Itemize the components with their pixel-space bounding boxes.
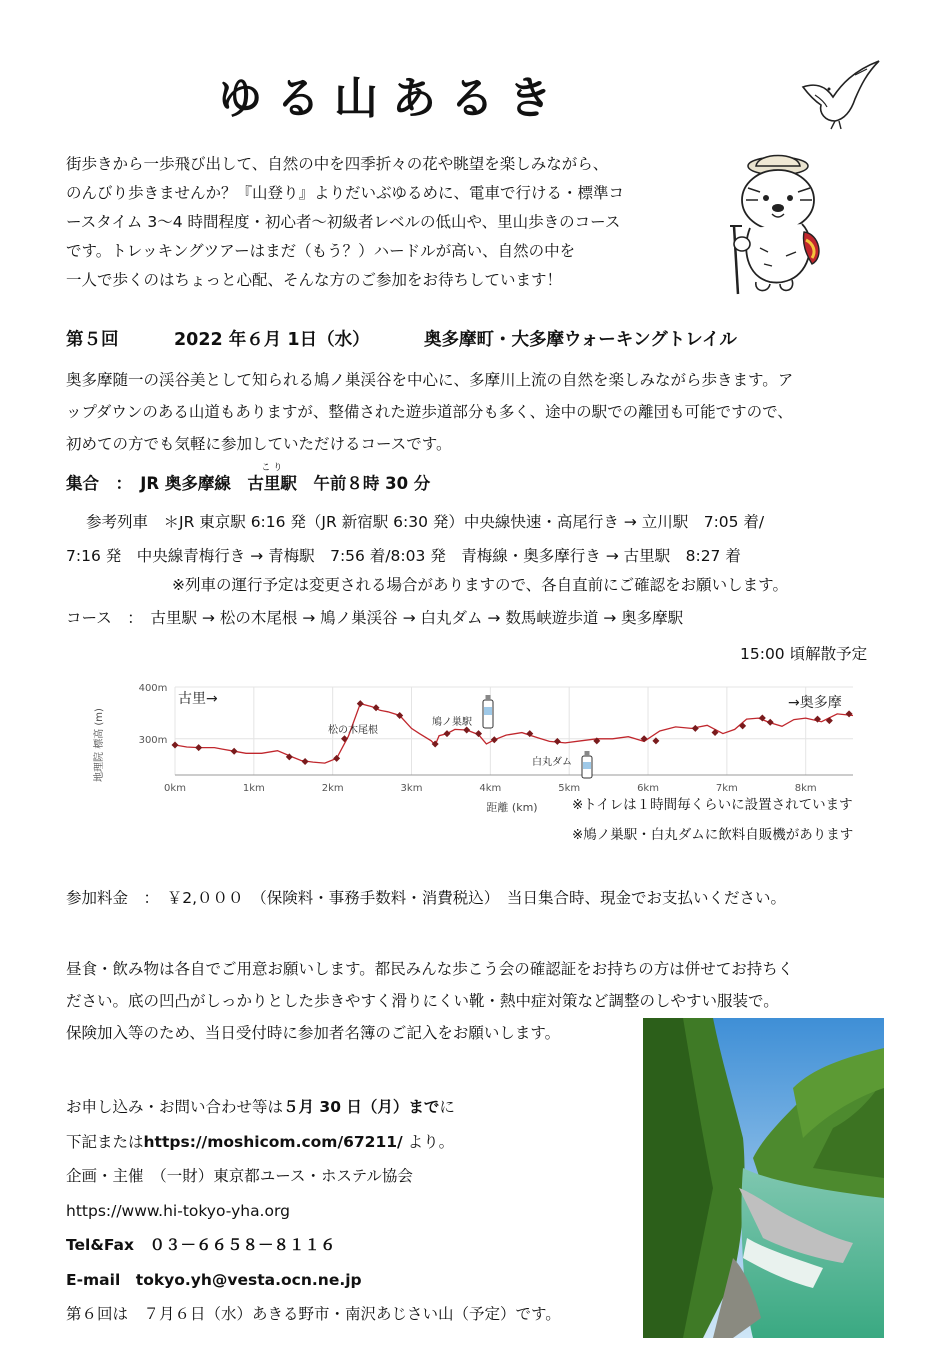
meeting-station: 古里駅 [247, 474, 297, 493]
waypoint-marker [846, 710, 853, 717]
description-line: 初めての方でも気軽に参加していただけるコースです。 [66, 435, 452, 453]
description-line: 奥多摩随一の渓谷美として知られる鳩ノ巣渓谷を中心に、多摩川上流の自然を楽しみながら歩きます。ア [66, 371, 794, 389]
next-event: 第６回は ７月６日（水）あきる野市・南沢あじさい山（予定）です。 [66, 1305, 561, 1323]
waypoint-marker [739, 722, 746, 729]
meeting-info [66, 463, 431, 494]
event-number: 第５回 [66, 330, 119, 350]
waypoint-marker [692, 725, 699, 732]
intro-line: 一人で歩くのはちょっと心配、そんな方のご参加をお待ちしています！ [66, 271, 563, 289]
hatonosu-annotation: 鳩ノ巣駅 [432, 717, 472, 728]
x-tick-label: 0km [164, 783, 186, 794]
page-title: ゆる山あるき [218, 73, 566, 124]
apply-prefix: お申し込み・お問い合わせ等は [66, 1098, 284, 1116]
waypoint-marker [195, 744, 202, 751]
notes-line: ださい。底の凹凸がしっかりとした歩きやすく滑りにくい靴・熱中症対策など調整のしやすい服装で。 [66, 992, 779, 1010]
url-prefix: 下記または [66, 1132, 144, 1151]
chart-grid [175, 687, 853, 775]
water-bottle-icon [582, 751, 592, 778]
x-tick-label: 7km [715, 783, 738, 794]
apply-suffix: に [439, 1098, 455, 1116]
notes-line: 昼食・飲み物は各自でご用意お願いします。都民みんな歩こう会の確認証をお持ちの方は併せてお持ちく [66, 960, 794, 978]
course-route: コース ： 古里駅 → 松の木尾根 → 鳩ノ巣渓谷 → 白丸ダム → 数馬峡遊歩道 → 奥多摩駅 [66, 609, 684, 627]
email-label: E-mail [66, 1270, 121, 1289]
elevation-line [175, 704, 853, 764]
x-tick-label: 2km [321, 783, 344, 794]
train-note: ※列車の運行予定は変更される場合がありますので、各自直前にご確認をお願いします。 [172, 576, 788, 594]
waypoint-marker [491, 736, 498, 743]
x-tick-label: 6km [637, 783, 659, 794]
water-bottle-icon [483, 695, 493, 728]
train-info [66, 505, 765, 573]
waypoint-marker [302, 758, 309, 765]
waypoint-marker [172, 741, 179, 748]
intro-line: ースタイム 3〜4 時間程度・初心者〜初級者レベルの低山や、里山歩きのコース [66, 213, 621, 231]
elevation-chart [80, 675, 890, 845]
bird-icon [795, 55, 885, 135]
intro-line: です。トレッキングツアーはまだ（もう？）ハードルが高い、自然の中を [66, 242, 576, 260]
waypoint-marker [357, 700, 364, 707]
y-axis-label: 地理院 標高 (m) [94, 708, 105, 782]
waypoint-marker [333, 755, 340, 762]
train-line: 7:16 発 中央線青梅行き → 青梅駅 7:56 着/8:03 発 青梅線・奥多摩行き → 古里駅 8:27 着 [66, 547, 741, 565]
waypoint-marker [767, 719, 774, 726]
dismissal-time: 15:00 頃解散予定 [740, 645, 868, 663]
email-link[interactable]: tokyo.yh@vesta.ocn.ne.jp [135, 1270, 362, 1289]
description-line: ップダウンのある山道もありますが、整備された遊歩道部分も多く、途中の駅での離団も可能ですので、 [66, 403, 793, 421]
toilet-note: ※トイレは１時間毎くらいに設置されています [572, 797, 853, 813]
event-heading [66, 326, 737, 351]
event-name: 奥多摩町・大多摩ウォーキングトレイル [424, 330, 737, 350]
station-ruby: こ り [261, 463, 283, 473]
y-tick-label: 300m [138, 734, 168, 746]
intro-line: のんびり歩きませんか？『山登り』よりだいぶゆるめに、電車で行ける・標準コ [66, 184, 625, 202]
url-suffix: より。 [402, 1132, 455, 1151]
tiger-mascot-illustration [720, 148, 835, 298]
apply-deadline: ５月 30 日（月）まで [283, 1098, 440, 1116]
event-description [66, 364, 896, 460]
x-tick-label: 1km [242, 783, 265, 794]
website-link[interactable]: https://www.hi-tokyo-yha.org [66, 1201, 290, 1220]
intro-text [66, 150, 686, 295]
contact-info [66, 1090, 561, 1332]
waypoint-marker [443, 730, 450, 737]
x-tick-label: 4km [479, 783, 502, 794]
notes-line: 保険加入等のため、当日受付時に参加者名簿のご記入をお願いします。 [66, 1024, 561, 1042]
x-tick-label: 8km [794, 783, 817, 794]
start-annotation: 古里→ [178, 691, 218, 707]
organizer: 企画・主催 （一財）東京都ユース・ホステル協会 [66, 1167, 413, 1185]
x-axis-label: 距離 (km) [486, 801, 538, 814]
waypoint-marker [475, 730, 482, 737]
moshicom-link[interactable]: https://moshicom.com/67211/ [143, 1132, 403, 1151]
x-tick-label: 3km [400, 783, 423, 794]
waypoint-marker [341, 735, 348, 742]
meeting-time: 午前８時 30 分 [296, 474, 431, 493]
pine-ridge-annotation: 松の木尾根 [328, 725, 378, 736]
intro-line: 街歩きから一歩飛び出して、自然の中を四季折々の花や眺望を楽しみながら、 [66, 155, 609, 173]
chart-markers [172, 700, 853, 765]
waypoint-marker [231, 748, 238, 755]
event-date: 2022 年６月 1日（水） [174, 330, 370, 350]
gorge-photo [643, 1018, 884, 1338]
y-tick-label: 400m [138, 683, 168, 694]
x-tick-label: 5km [558, 783, 581, 794]
waypoint-marker [826, 717, 833, 724]
shiramaru-annotation: 白丸ダム [532, 757, 572, 768]
end-annotation: →奥多摩 [788, 695, 842, 711]
train-line: 参考列車 ＊JR 東京駅 6:16 発（JR 新宿駅 6:30 発）中央線快速・高尾行き → 立川駅 7:05 着/ [86, 513, 765, 531]
vending-note: ※鳩ノ巣駅・白丸ダムに飲料自販機があります [572, 827, 854, 843]
participation-fee: 参加料金 ： ￥2,０００ （保険料・事務手数料・消費税込） 当日集合時、現金でお支払いください。 [66, 889, 787, 907]
meeting-label: 集合 ： JR 奥多摩線 [66, 474, 248, 493]
tel-fax: Tel&Fax ０３－６６５８－８１１６ [66, 1236, 336, 1254]
